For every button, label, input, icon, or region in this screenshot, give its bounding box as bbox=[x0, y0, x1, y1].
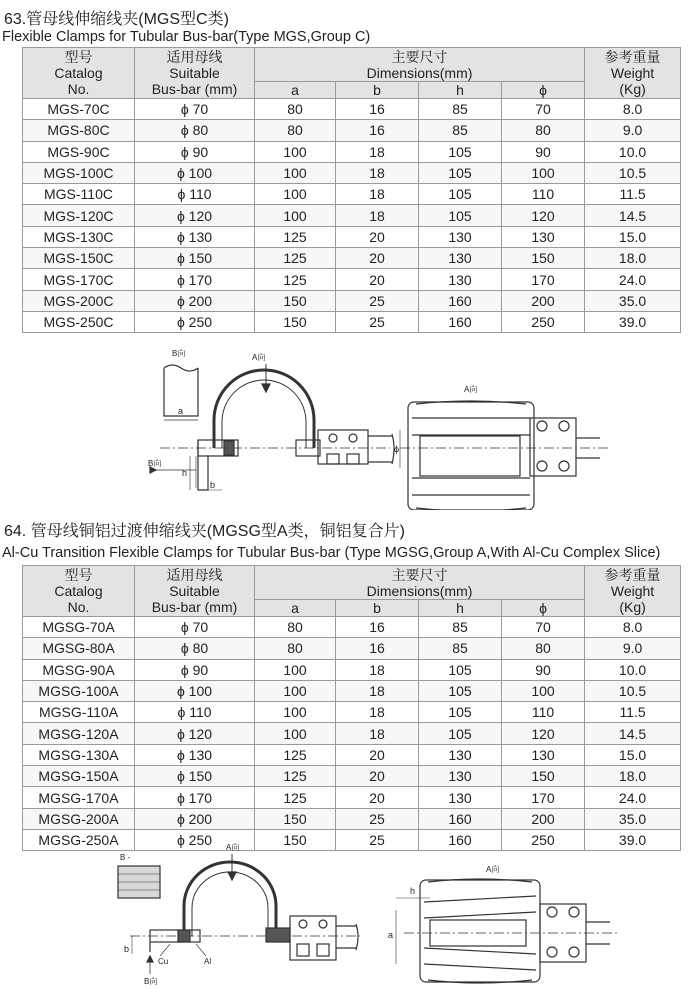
cell-dim-phi: 80 bbox=[502, 638, 585, 659]
cell-dim-a: 100 bbox=[255, 162, 336, 183]
cell-dim-a: 80 bbox=[255, 638, 336, 659]
cell-dim-h: 85 bbox=[419, 638, 502, 659]
cell-busbar-size: ϕ 100 bbox=[135, 162, 255, 183]
cell-weight: 8.0 bbox=[585, 617, 681, 638]
cell-weight: 15.0 bbox=[585, 226, 681, 247]
cell-dim-h: 160 bbox=[419, 829, 502, 850]
cell-dim-h: 105 bbox=[419, 162, 502, 183]
header-dim-h: h bbox=[419, 600, 502, 617]
spec-table bbox=[22, 47, 681, 333]
cell-dim-b: 20 bbox=[336, 787, 419, 808]
cell-busbar-size: ϕ 200 bbox=[135, 290, 255, 311]
cell-busbar-size: ϕ 150 bbox=[135, 766, 255, 787]
cell-dim-phi: 120 bbox=[502, 205, 585, 226]
cell-dim-h: 130 bbox=[419, 787, 502, 808]
cell-dim-a: 125 bbox=[255, 248, 336, 269]
cell-dim-b: 20 bbox=[336, 269, 419, 290]
cell-dim-b: 20 bbox=[336, 766, 419, 787]
header-dimensions: 主要尺寸 Dimensions(mm) bbox=[255, 48, 585, 82]
cell-dim-b: 25 bbox=[336, 290, 419, 311]
cell-dim-a: 100 bbox=[255, 702, 336, 723]
section-subtitle: Al-Cu Transition Flexible Clamps for Tubular Bus-bar (Type MGSG,Group A,With Al-Cu Complex Slice) bbox=[2, 545, 661, 561]
table-row bbox=[23, 808, 681, 829]
section-64 bbox=[0, 510, 700, 989]
cell-dim-b: 20 bbox=[336, 226, 419, 247]
cell-weight: 10.5 bbox=[585, 680, 681, 701]
cell-dim-a: 150 bbox=[255, 808, 336, 829]
cell-dim-a: 100 bbox=[255, 659, 336, 680]
label-dim-b: b bbox=[210, 480, 216, 490]
table-row bbox=[23, 290, 681, 311]
cell-dim-phi: 110 bbox=[502, 184, 585, 205]
cell-dim-phi: 130 bbox=[502, 226, 585, 247]
cell-dim-phi: 110 bbox=[502, 702, 585, 723]
cell-dim-phi: 150 bbox=[502, 248, 585, 269]
header-catalog: 型号 Catalog No. bbox=[23, 48, 135, 99]
header-dimensions: 主要尺寸 Dimensions(mm) bbox=[255, 566, 585, 600]
label-dim-a: a bbox=[388, 930, 394, 940]
cell-catalog-no: MGSG-120A bbox=[23, 723, 135, 744]
cell-dim-a: 100 bbox=[255, 723, 336, 744]
table-body bbox=[23, 99, 681, 333]
table-row bbox=[23, 638, 681, 659]
cell-dim-h: 105 bbox=[419, 680, 502, 701]
cell-dim-b: 18 bbox=[336, 680, 419, 701]
header-dim-h: h bbox=[419, 82, 502, 99]
cell-dim-h: 130 bbox=[419, 766, 502, 787]
cell-busbar-size: ϕ 110 bbox=[135, 184, 255, 205]
cell-dim-h: 160 bbox=[419, 311, 502, 332]
cell-dim-h: 105 bbox=[419, 205, 502, 226]
table-row bbox=[23, 723, 681, 744]
cell-busbar-size: ϕ 90 bbox=[135, 659, 255, 680]
cell-weight: 39.0 bbox=[585, 829, 681, 850]
cell-weight: 15.0 bbox=[585, 744, 681, 765]
cell-catalog-no: MGSG-110A bbox=[23, 702, 135, 723]
label-cu: Cu bbox=[158, 957, 169, 966]
cell-dim-a: 150 bbox=[255, 311, 336, 332]
cell-catalog-no: MGS-90C bbox=[23, 141, 135, 162]
cell-dim-a: 150 bbox=[255, 829, 336, 850]
cell-dim-a: 100 bbox=[255, 141, 336, 162]
cell-dim-b: 25 bbox=[336, 311, 419, 332]
table-row bbox=[23, 162, 681, 183]
cell-dim-b: 16 bbox=[336, 120, 419, 141]
label-dim-a: a bbox=[178, 406, 184, 416]
cell-dim-h: 85 bbox=[419, 617, 502, 638]
cell-busbar-size: ϕ 80 bbox=[135, 120, 255, 141]
header-weight: 参考重量 Weight (Kg) bbox=[585, 566, 681, 617]
label-busbar: B - bbox=[120, 853, 131, 862]
cell-dim-a: 125 bbox=[255, 787, 336, 808]
cell-busbar-size: ϕ 250 bbox=[135, 829, 255, 850]
label-view-a: A向 bbox=[464, 385, 478, 394]
cell-catalog-no: MGS-150C bbox=[23, 248, 135, 269]
cell-dim-b: 18 bbox=[336, 141, 419, 162]
cell-dim-h: 105 bbox=[419, 723, 502, 744]
cell-dim-a: 80 bbox=[255, 120, 336, 141]
cell-dim-h: 130 bbox=[419, 248, 502, 269]
cell-weight: 14.5 bbox=[585, 205, 681, 226]
label-dim-b: b bbox=[124, 944, 130, 954]
figure-mgsg-clamp bbox=[0, 840, 700, 989]
label-dim-h: h bbox=[410, 886, 416, 896]
cell-catalog-no: MGSG-100A bbox=[23, 680, 135, 701]
cell-dim-b: 25 bbox=[336, 808, 419, 829]
cell-busbar-size: ϕ 130 bbox=[135, 744, 255, 765]
cell-dim-a: 100 bbox=[255, 205, 336, 226]
cell-weight: 24.0 bbox=[585, 787, 681, 808]
cell-dim-a: 80 bbox=[255, 617, 336, 638]
header-dim-phi: ϕ bbox=[502, 600, 585, 617]
cell-busbar-size: ϕ 80 bbox=[135, 638, 255, 659]
cell-busbar-size: ϕ 70 bbox=[135, 617, 255, 638]
section-subtitle: Flexible Clamps for Tubular Bus-bar(Type MGS,Group C) bbox=[2, 29, 371, 45]
cell-busbar-size: ϕ 110 bbox=[135, 702, 255, 723]
cell-busbar-size: ϕ 170 bbox=[135, 269, 255, 290]
cell-weight: 39.0 bbox=[585, 311, 681, 332]
cell-catalog-no: MGSG-170A bbox=[23, 787, 135, 808]
cell-dim-phi: 100 bbox=[502, 680, 585, 701]
cell-weight: 11.5 bbox=[585, 702, 681, 723]
cell-dim-h: 130 bbox=[419, 226, 502, 247]
cell-dim-h: 105 bbox=[419, 702, 502, 723]
table-row bbox=[23, 744, 681, 765]
cell-catalog-no: MGS-120C bbox=[23, 205, 135, 226]
table-row bbox=[23, 617, 681, 638]
view-a-drawing bbox=[396, 879, 620, 983]
cell-dim-phi: 200 bbox=[502, 808, 585, 829]
cell-dim-phi: 70 bbox=[502, 99, 585, 120]
cell-dim-a: 125 bbox=[255, 269, 336, 290]
header-weight: 参考重量 Weight (Kg) bbox=[585, 48, 681, 99]
section-title: 64. 管母线铜铝过渡伸缩线夹(MGSG型A类，铜铝复合片) bbox=[4, 523, 405, 540]
section-title: 63.管母线伸缩线夹(MGS型C类) bbox=[4, 11, 229, 28]
cell-catalog-no: MGS-200C bbox=[23, 290, 135, 311]
table-row bbox=[23, 702, 681, 723]
cell-catalog-no: MGS-170C bbox=[23, 269, 135, 290]
cell-dim-h: 130 bbox=[419, 744, 502, 765]
cell-dim-b: 18 bbox=[336, 184, 419, 205]
label-dim-phi: ϕ bbox=[394, 444, 400, 454]
cell-dim-h: 105 bbox=[419, 659, 502, 680]
cell-catalog-no: MGSG-80A bbox=[23, 638, 135, 659]
flexible-conductor-arc bbox=[214, 370, 314, 448]
cell-catalog-no: MGS-100C bbox=[23, 162, 135, 183]
table-row bbox=[23, 311, 681, 332]
table-row bbox=[23, 787, 681, 808]
cell-dim-phi: 80 bbox=[502, 120, 585, 141]
table-row bbox=[23, 120, 681, 141]
cell-dim-h: 160 bbox=[419, 808, 502, 829]
cell-catalog-no: MGS-70C bbox=[23, 99, 135, 120]
cell-dim-a: 125 bbox=[255, 766, 336, 787]
header-busbar: 适用母线 Suitable Bus-bar (mm) bbox=[135, 48, 255, 99]
cell-weight: 10.5 bbox=[585, 162, 681, 183]
cell-dim-b: 18 bbox=[336, 659, 419, 680]
table-row bbox=[23, 226, 681, 247]
cell-weight: 35.0 bbox=[585, 290, 681, 311]
cell-weight: 10.0 bbox=[585, 141, 681, 162]
cell-busbar-size: ϕ 100 bbox=[135, 680, 255, 701]
cell-dim-b: 18 bbox=[336, 162, 419, 183]
table-row bbox=[23, 659, 681, 680]
table-row bbox=[23, 205, 681, 226]
cell-dim-a: 150 bbox=[255, 290, 336, 311]
cell-dim-phi: 170 bbox=[502, 269, 585, 290]
cell-weight: 14.5 bbox=[585, 723, 681, 744]
label-view-b-arrow: B向 bbox=[144, 977, 158, 986]
cell-dim-b: 20 bbox=[336, 744, 419, 765]
cell-dim-phi: 100 bbox=[502, 162, 585, 183]
header-catalog: 型号 Catalog No. bbox=[23, 566, 135, 617]
label-al: Al bbox=[204, 957, 212, 966]
cell-busbar-size: ϕ 130 bbox=[135, 226, 255, 247]
spec-table bbox=[22, 565, 681, 851]
cell-catalog-no: MGS-130C bbox=[23, 226, 135, 247]
cell-dim-a: 80 bbox=[255, 99, 336, 120]
cell-busbar-size: ϕ 170 bbox=[135, 787, 255, 808]
table-row bbox=[23, 184, 681, 205]
cell-weight: 11.5 bbox=[585, 184, 681, 205]
cell-weight: 9.0 bbox=[585, 638, 681, 659]
cell-dim-phi: 150 bbox=[502, 766, 585, 787]
cell-dim-phi: 170 bbox=[502, 787, 585, 808]
cell-catalog-no: MGSG-250A bbox=[23, 829, 135, 850]
header-dim-a: a bbox=[255, 600, 336, 617]
cell-catalog-no: MGS-110C bbox=[23, 184, 135, 205]
cell-dim-a: 100 bbox=[255, 680, 336, 701]
cell-busbar-size: ϕ 90 bbox=[135, 141, 255, 162]
cell-dim-phi: 200 bbox=[502, 290, 585, 311]
cell-dim-h: 85 bbox=[419, 99, 502, 120]
cell-dim-b: 18 bbox=[336, 723, 419, 744]
cell-busbar-size: ϕ 120 bbox=[135, 205, 255, 226]
cell-dim-h: 105 bbox=[419, 184, 502, 205]
cell-dim-a: 100 bbox=[255, 184, 336, 205]
view-a-drawing bbox=[400, 401, 610, 510]
cell-dim-h: 130 bbox=[419, 269, 502, 290]
cell-dim-phi: 250 bbox=[502, 829, 585, 850]
header-dim-phi: ϕ bbox=[502, 82, 585, 99]
cell-catalog-no: MGS-250C bbox=[23, 311, 135, 332]
cell-weight: 8.0 bbox=[585, 99, 681, 120]
cell-catalog-no: MGSG-130A bbox=[23, 744, 135, 765]
cell-busbar-size: ϕ 250 bbox=[135, 311, 255, 332]
cell-dim-h: 160 bbox=[419, 290, 502, 311]
header-busbar: 适用母线 Suitable Bus-bar (mm) bbox=[135, 566, 255, 617]
cell-weight: 35.0 bbox=[585, 808, 681, 829]
table-row bbox=[23, 680, 681, 701]
cell-weight: 18.0 bbox=[585, 766, 681, 787]
cell-dim-phi: 90 bbox=[502, 141, 585, 162]
header-dim-b: b bbox=[336, 600, 419, 617]
cell-dim-phi: 90 bbox=[502, 659, 585, 680]
cell-weight: 10.0 bbox=[585, 659, 681, 680]
label-busbar: B向 bbox=[172, 349, 186, 358]
cell-busbar-size: ϕ 150 bbox=[135, 248, 255, 269]
table-row bbox=[23, 141, 681, 162]
cell-dim-h: 85 bbox=[419, 120, 502, 141]
cell-weight: 24.0 bbox=[585, 269, 681, 290]
cell-dim-b: 18 bbox=[336, 702, 419, 723]
cell-catalog-no: MGSG-70A bbox=[23, 617, 135, 638]
cell-busbar-size: ϕ 120 bbox=[135, 723, 255, 744]
cell-dim-b: 16 bbox=[336, 617, 419, 638]
cell-dim-phi: 70 bbox=[502, 617, 585, 638]
label-view-a-arrow: A向 bbox=[226, 843, 240, 852]
cell-dim-b: 20 bbox=[336, 248, 419, 269]
cell-dim-b: 18 bbox=[336, 205, 419, 226]
label-view-a: A向 bbox=[486, 865, 500, 874]
cell-catalog-no: MGSG-200A bbox=[23, 808, 135, 829]
cell-dim-phi: 130 bbox=[502, 744, 585, 765]
cell-catalog-no: MGSG-150A bbox=[23, 766, 135, 787]
header-dim-a: a bbox=[255, 82, 336, 99]
cell-dim-phi: 120 bbox=[502, 723, 585, 744]
cell-weight: 9.0 bbox=[585, 120, 681, 141]
cell-weight: 18.0 bbox=[585, 248, 681, 269]
cell-dim-h: 105 bbox=[419, 141, 502, 162]
table-body bbox=[23, 617, 681, 851]
table-row bbox=[23, 766, 681, 787]
label-dim-h: h bbox=[182, 468, 188, 478]
cell-dim-b: 25 bbox=[336, 829, 419, 850]
cell-busbar-size: ϕ 70 bbox=[135, 99, 255, 120]
cell-dim-phi: 250 bbox=[502, 311, 585, 332]
label-view-a-arrow: A向 bbox=[252, 353, 266, 362]
cell-catalog-no: MGS-80C bbox=[23, 120, 135, 141]
table-row bbox=[23, 99, 681, 120]
cell-dim-a: 125 bbox=[255, 744, 336, 765]
figure-mgs-clamp bbox=[0, 340, 700, 510]
header-dim-b: b bbox=[336, 82, 419, 99]
label-view-b-arrow: B向 bbox=[148, 459, 162, 468]
cell-dim-b: 16 bbox=[336, 638, 419, 659]
table-row bbox=[23, 269, 681, 290]
cell-catalog-no: MGSG-90A bbox=[23, 659, 135, 680]
cell-dim-b: 16 bbox=[336, 99, 419, 120]
cell-dim-a: 125 bbox=[255, 226, 336, 247]
table-row bbox=[23, 248, 681, 269]
cell-busbar-size: ϕ 200 bbox=[135, 808, 255, 829]
